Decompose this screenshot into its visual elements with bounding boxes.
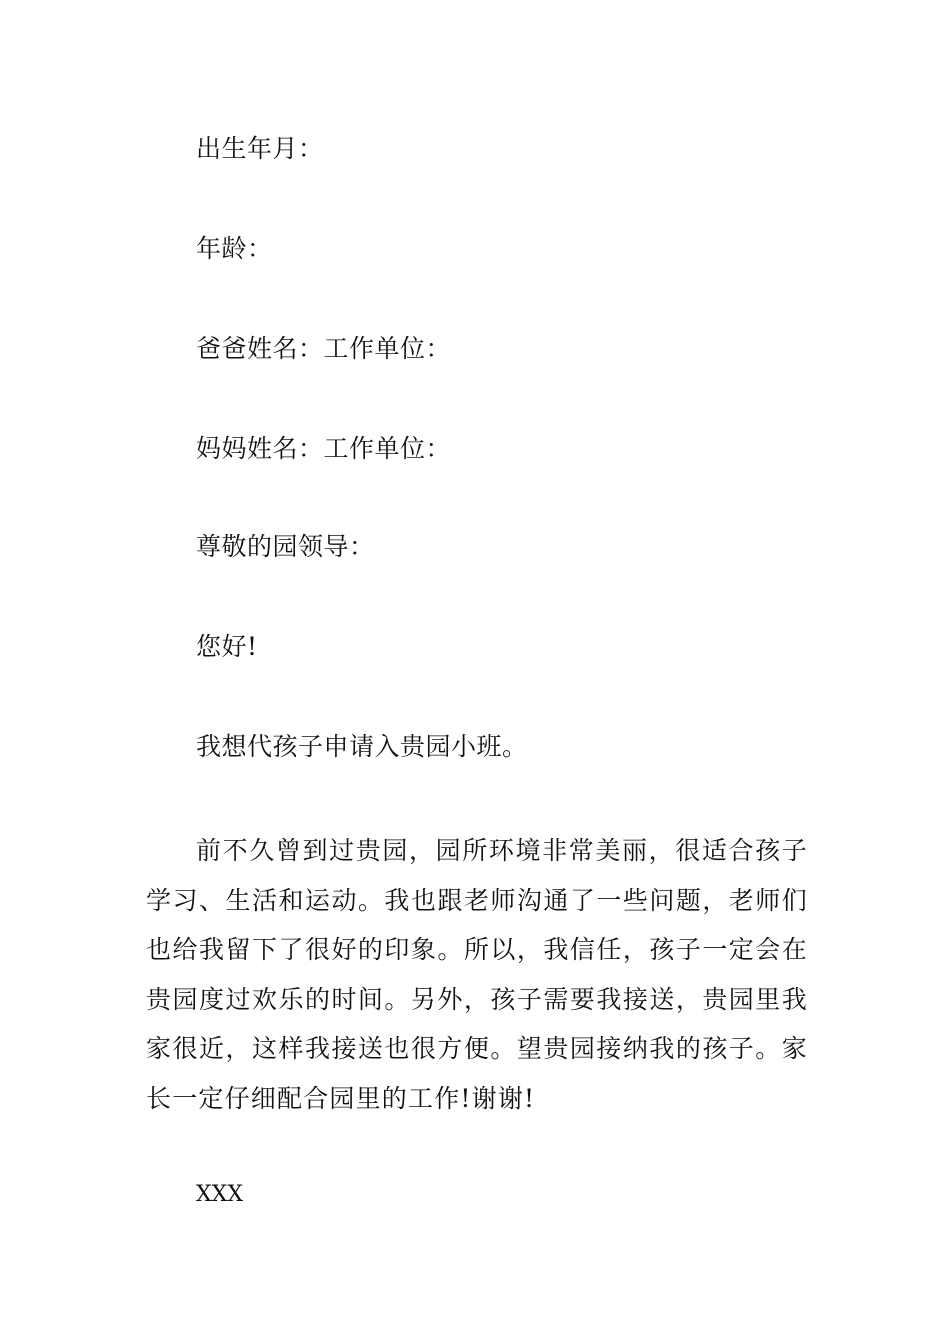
field-age: 年龄： <box>196 234 273 263</box>
field-mother-name-work: 妈妈姓名：工作单位： <box>196 434 452 463</box>
field-father-name-work: 爸爸姓名：工作单位： <box>196 334 452 363</box>
greeting: 您好! <box>196 632 258 661</box>
salutation: 尊敬的园领导： <box>196 532 375 561</box>
field-birth-date: 出生年月： <box>196 134 324 163</box>
intro-sentence: 我想代孩子申请入贵园小班。 <box>196 732 528 761</box>
body-paragraph: 前不久曾到过贵园，园所环境非常美丽，很适合孩子学习、生活和运动。我也跟老师沟通了一些问题，老师们也给我留下了很好的印象。所以，我信任，孩子一定会在贵园度过欢乐的时间。另外，孩子需要我接送，贵园里我家很近，这样我接送也很方便。望贵园接纳我的孩子。家长一定仔细配合园里的工作!谢谢! <box>146 836 808 1113</box>
signature: XXX <box>196 1182 243 1207</box>
